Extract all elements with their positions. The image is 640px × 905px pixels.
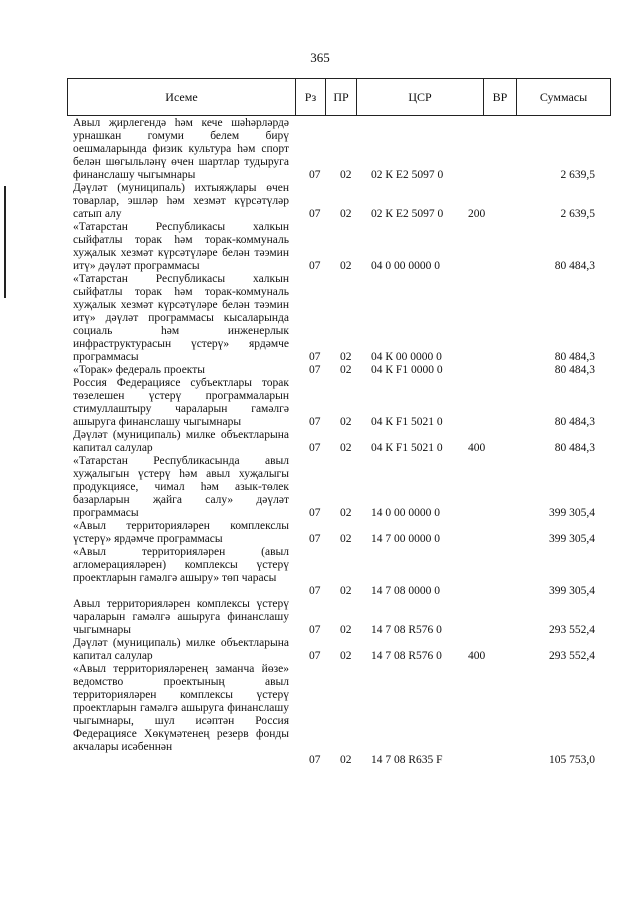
table-row xyxy=(73,364,613,377)
row-sum: 2 639,5 xyxy=(560,208,595,220)
table-header xyxy=(67,78,611,116)
row-sum: 399 305,4 xyxy=(549,507,595,519)
row-name: Россия Федерациясе субъектлары торак төзелешен үстерү программаларын стимуллаштыру чараларын гамәлгә ашыруга финанслашу чыгымнары xyxy=(73,377,289,428)
row-rz: 07 xyxy=(309,169,321,181)
row-pr: 02 xyxy=(340,260,352,272)
row-sum: 80 484,3 xyxy=(554,364,595,376)
row-sum: 80 484,3 xyxy=(554,260,595,272)
table-row xyxy=(73,117,613,182)
row-rz: 07 xyxy=(309,416,321,428)
row-vr: 200 xyxy=(468,208,486,220)
row-rz: 07 xyxy=(309,507,321,519)
row-rz: 07 xyxy=(309,208,321,220)
table-row xyxy=(73,377,613,429)
row-csr: 04 К F1 5021 0 xyxy=(371,416,443,428)
row-pr: 02 xyxy=(340,585,352,597)
table-row xyxy=(73,598,613,637)
row-name: Авыл территорияләрен комплексы үстерү чараларын гамәлгә ашыруга финанслашу чыгымнары xyxy=(73,598,289,636)
page-number: 365 xyxy=(310,50,330,65)
row-name: Дәүләт (муниципаль) милке объектларына капитал салулар xyxy=(73,637,289,662)
header-sum: Суммасы xyxy=(539,89,588,104)
row-sum: 80 484,3 xyxy=(554,351,595,363)
row-csr: 04 К F1 5021 0 xyxy=(371,442,443,454)
header-name: Исеме xyxy=(68,79,296,115)
row-name: Дәүләт (муниципаль) ихтыяҗлары өчен товарлар, эшләр һәм хезмәт күрсәтүләр сатып алу xyxy=(73,182,289,220)
header-csr: ЦСР xyxy=(357,79,484,115)
row-csr: 02 К Е2 5097 0 xyxy=(371,169,444,181)
row-pr: 02 xyxy=(340,351,352,363)
header-vr: ВР xyxy=(484,79,517,115)
row-pr: 02 xyxy=(340,169,352,181)
row-csr: 14 7 00 0000 0 xyxy=(371,533,440,545)
row-csr: 02 К Е2 5097 0 xyxy=(371,208,444,220)
row-sum: 399 305,4 xyxy=(549,585,595,597)
row-rz: 07 xyxy=(309,624,321,636)
row-sum: 293 552,4 xyxy=(549,650,595,662)
row-rz: 07 xyxy=(309,585,321,597)
row-name: Авыл җирлегендә һәм кече шәһәрләрдә урнашкан гомуми белем бирү оешмаларында физик культура һәм спорт белән шөгыльләнү өчен шартлар тудыруга финанслашу чыгымнары xyxy=(73,117,289,181)
row-name: «Авыл территорияләрен комплекслы үстерү» ярдәмче программасы xyxy=(73,520,289,545)
row-csr: 14 0 00 0000 0 xyxy=(371,507,440,519)
row-pr: 02 xyxy=(340,364,352,376)
table-row xyxy=(73,546,613,598)
row-csr: 14 7 08 R576 0 xyxy=(371,624,442,636)
table-row xyxy=(73,520,613,546)
row-pr: 02 xyxy=(340,650,352,662)
row-vr: 400 xyxy=(468,650,486,662)
row-name: «Татарстан Республикасында авыл хуҗалыгын үстерү һәм авыл хуҗалыгы продукциясе, чимал һәм азык-төлек базарларын җайга салу» дәүләт программасы xyxy=(73,455,289,519)
row-csr: 04 0 00 0000 0 xyxy=(371,260,440,272)
row-rz: 07 xyxy=(309,364,321,376)
row-rz: 07 xyxy=(309,442,321,454)
row-csr: 14 7 08 R576 0 xyxy=(371,650,442,662)
row-sum: 2 639,5 xyxy=(560,169,595,181)
row-name: «Торак» федераль проекты xyxy=(73,364,205,376)
table-row xyxy=(73,221,613,273)
row-sum: 399 305,4 xyxy=(549,533,595,545)
row-name: Дәүләт (муниципаль) милке объектларына капитал салулар xyxy=(73,429,289,454)
table-body xyxy=(73,117,613,767)
row-pr: 02 xyxy=(340,416,352,428)
table-row xyxy=(73,455,613,520)
row-csr: 04 К F1 0000 0 xyxy=(371,364,443,376)
header-rz: Рз xyxy=(296,79,326,115)
row-csr: 14 7 08 R635 F xyxy=(371,754,443,766)
table-row xyxy=(73,273,613,364)
margin-mark xyxy=(4,186,6,298)
row-pr: 02 xyxy=(340,533,352,545)
row-pr: 02 xyxy=(340,507,352,519)
table-row xyxy=(73,663,613,767)
row-rz: 07 xyxy=(309,650,321,662)
row-sum: 80 484,3 xyxy=(554,442,595,454)
row-name: «Татарстан Республикасы халкын сыйфатлы торак һәм торак-коммуналь хуҗалык хезмәт күрсәтүләре белән тәэмин итү» дәүләт программасы xyxy=(73,221,289,272)
table-row xyxy=(73,182,613,221)
row-sum: 80 484,3 xyxy=(554,416,595,428)
row-rz: 07 xyxy=(309,754,321,766)
row-name: «Авыл территорияләренең заманча йөзе» ведомство проектының авыл территорияләрен комплексы үстерү проектларын гамәлгә ашыруга финанслашу чыгымнары, шул исәптән Россия Федерациясе Хөкүмәтенең резерв фонды акчалары исәбеннән xyxy=(73,663,289,753)
header-pr: ПР xyxy=(326,79,357,115)
row-vr: 400 xyxy=(468,442,486,454)
row-pr: 02 xyxy=(340,208,352,220)
row-pr: 02 xyxy=(340,624,352,636)
row-rz: 07 xyxy=(309,533,321,545)
table-row xyxy=(73,637,613,663)
row-name: «Татарстан Республикасы халкын сыйфатлы торак һәм торак-коммуналь хуҗалык хезмәт күрсәтүләре белән тәэмин итү» дәүләт программасы кысаларында социаль һәм инженерлык инфраструктурасын үстерү» ярдәмче программасы xyxy=(73,273,289,363)
row-sum: 293 552,4 xyxy=(549,624,595,636)
row-rz: 07 xyxy=(309,260,321,272)
table-row xyxy=(73,429,613,455)
row-csr: 14 7 08 0000 0 xyxy=(371,585,440,597)
row-rz: 07 xyxy=(309,351,321,363)
row-pr: 02 xyxy=(340,754,352,766)
row-sum: 105 753,0 xyxy=(549,754,595,766)
row-csr: 04 К 00 0000 0 xyxy=(371,351,442,363)
row-name: «Авыл территорияләрен (авыл агломерацияләрен) комплексы үстерү проектларын гамәлгә ашыру» төп чарасы xyxy=(73,546,289,584)
row-pr: 02 xyxy=(340,442,352,454)
